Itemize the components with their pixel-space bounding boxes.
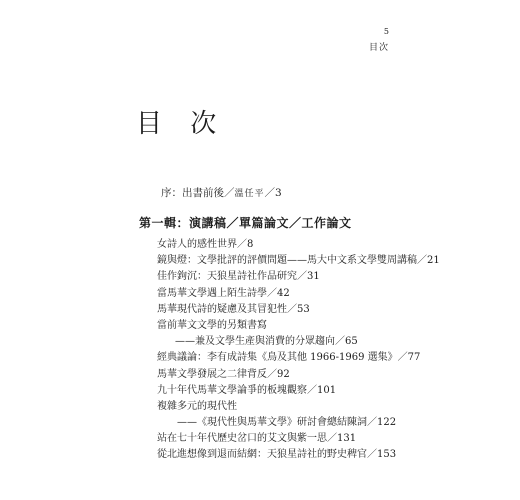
running-head: 目次: [368, 43, 389, 53]
toc-entry-subtitle: ——兼及文學生產與消費的分眾趨向／65: [175, 336, 358, 348]
toc-entry: 九十年代馬華文學論爭的板塊觀察／101: [157, 384, 337, 396]
preface-page: ／3: [264, 187, 282, 199]
preface-author: 溫任平: [234, 189, 265, 199]
toc-entry: 站在七十年代歷史岔口的艾文與紫一思／131: [157, 433, 357, 445]
toc-entry: 從北進想像到退而結網：天狼星詩社的野史稗官／153: [157, 449, 397, 461]
toc-entry: 女詩人的感性世界／8: [157, 239, 254, 250]
page-title: 目 次: [136, 109, 227, 140]
toc-entry-preface: [161, 185, 282, 200]
toc-entry: 鏡與燈：文學批評的評價問題——馬大中文系文學雙周講稿／21: [157, 255, 440, 267]
toc-entry: 當前華文文學的另類書寫: [157, 319, 267, 331]
toc-entry-list: [157, 237, 447, 464]
toc-entry: 當馬華文學遇上陌生詩學／42: [157, 287, 290, 299]
toc-entry: 經典議論：李有成詩集《鳥及其他 1966-1969 選集》／77: [157, 352, 421, 364]
toc-entry: 馬華文學發展之二律背反／92: [157, 368, 290, 380]
toc-entry: 複雜多元的現代性: [157, 400, 237, 412]
preface-label: 序：出書前後／: [161, 187, 235, 199]
toc-entry-subtitle: ——《現代性與馬華文學》研討會總結陳詞／122: [177, 417, 397, 429]
part-heading: 第一輯：演講稿／單篇論文／工作論文: [139, 216, 352, 230]
page-number: 5: [383, 27, 389, 36]
toc-entry: 佳作鉤沉：天狼星詩社作品研究／31: [157, 271, 320, 283]
toc-entry: 馬華現代詩的疑慮及其冒犯性／53: [157, 303, 310, 315]
